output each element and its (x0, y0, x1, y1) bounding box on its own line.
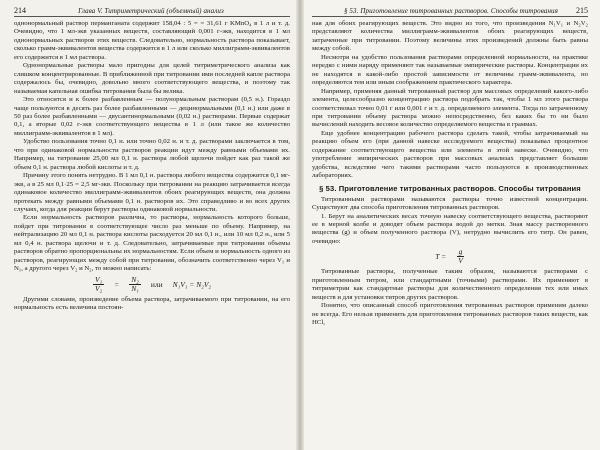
section-heading: § 53. Приготовление титрованных растворов. Способы титрования (319, 183, 581, 193)
titer-lhs: T = (435, 252, 447, 262)
left-running-title: Глава V. Титриметрический (объемный) анализ (78, 7, 224, 15)
book-gutter (296, 0, 304, 450)
right-paragraph: Например, применяя данный титрованный раствор для массовых определений какого-либо элемента, целесообразно концентрацию раствора подобрать так, чтобы 1 мл этого раствора соответствовал точно 0,01 г или 0,001 г и т. д. определяемого элемента. Тогда по затраченному при титровании объему раствора можно непосредственно, без каких бы то ни было вычислений находить весовое количество определяемого вещества в граммах. (312, 87, 588, 129)
fraction-v: $\frac{\text{V₁}}{\text{V₂}}$ (94, 274, 103, 293)
right-paragraph: 1. Берут на аналитических весах точную навеску соответствующего вещества, растворяют ее в мерной колбе и доводят объем раствора водой до метки. Зная массу растворенного вещества (g) и объем полученного раствора (V), нетрудно вычислить его титр. Он равен, очевидно: (312, 212, 588, 245)
left-paragraph: Другими словами, произведение объема раствора, затрачиваемого при титровании, на его нормальность есть величина постоян- (14, 295, 290, 312)
right-paragraph: Несмотря на удобство пользования растворами определенной нормальности, на практике нередко с ними наряду применяют так называемые эмпирические растворы. Концентрации их не находятся в какой-либо простой зависимости от величины грамм-эквивалента, но определяются тем или иным соображением практического характера. (312, 53, 588, 87)
titer-fraction: $\frac{g}{V}$ (458, 247, 463, 266)
right-page (300, 0, 600, 450)
right-page-number: 215 (575, 6, 588, 15)
right-paragraph: Титрованные растворы, полученные таким образом, называются растворами с приготовленным титром, или стандартными (точными) растворами. Их применяют в титриметрии как стандартные растворы для количественного определения тех или иных веществ и для установки титров других растворов. (312, 268, 588, 301)
right-paragraph: Понятно, что описанный способ приготовления титрованных растворов применим далеко не всегда. Его нельзя применить для приготовления титрованных растворов таких веществ, как HCl, (312, 302, 588, 327)
left-paragraph: Однонормальные растворы мало пригодны для целей титриметрического анализа как слишком концентрированные. В приближенной при титровании ими последней капле раствора содержалось бы, очевидно, довольно много соответствующего вещества, и поэтому так называемая капельная ошибка титрования была бы велика. (14, 62, 290, 95)
left-paragraph: Если нормальность растворов различна, то растворы, нормальность которого больше, пойдет при титровании в соответствующее число раз меньше по объему. Например, на нейтрализацию 20 мл 0,1 н. раствора кислоты расходуется 20 мл 0,1 н., или 10 мл 0,2 н., или 5 мл 0,4 н. раствора щелочи и т. д. Следовательно, затрачиваемые при титровании объемы растворов обратно пропорциональны их нормальностям. Если объем и нормальность одного из растворов, реагирующих между собой при титровании, обозначить соответственно через V₁ и N₁, а другого через V₂ и N₂, то можно написать: (14, 214, 290, 273)
left-page-number: 214 (14, 6, 26, 15)
right-running-title: § 53. Приготовление титрованных растворов. Способы титрования (343, 7, 559, 15)
equation-product: N₁V₁ = N₂V₂ (172, 279, 212, 289)
proportion-equation: $\frac{\text{V₁}}{\text{V₂}}$ = $\frac{\text{N₂}}{\text{N₁}}$ или N₁V₁ = N₂V₂ (94, 274, 212, 293)
left-paragraph: Причину этого понять нетрудно. В 1 мл 0,1 н. раствора любого вещества содержится 0,1 мг-экв, а в 25 мл 0,1·25 = 2,5 мг-экв. Поскольку при титровании на реакцию затрачивается всегда одинаковое количество миллиграмм-эквивалентов обоих реагирующих веществ, она должна протекать между равными объемами 0,1 н. растворов их. Это справедливо и во всех других случаях, когда для реакции берут растворы одинаковой нормальности. (14, 172, 290, 213)
left-paragraph: однонормальный раствор перманганата содержит 158,04 : 5 = = 31,61 г KMnO₄ в 1 л и т. д. Очевидно, что 1 мл-экв указанных веществ, составляющий 0,001 г-экв, находится в 1 мл однонормальных растворов этих веществ. Следовательно, нормальность раствора показывает, сколько грамм-эквивалентов вещества содержится в 1 л или сколько миллиграмм-эквивалентов его содержится в 1 мл раствора. (14, 20, 290, 61)
right-paragraph: Еще удобнее концентрацию рабочего раствора сделать такой, чтобы затрачиваемый на реакцию объем его (при данной навеске исследуемого вещества) показывал процентное содержание соответствующего вещества или элемента в этой навеске. Очевидно, что употребление эмпирических растворов при массовых анализах представляет большие удобства, вследствие чего такими растворами часто пользуются в производственных лабораториях. (312, 129, 588, 180)
right-paragraph: Титрованными растворами называются растворы точно известной концентрации. Существуют два способа приготовления титрованных растворов. (312, 195, 588, 212)
equation-or: или (150, 279, 163, 289)
left-paragraph: Удобство пользования точно 0,1 н. или точно 0,02 н. и т. д. растворами заключается в том, что при одинаковой нормальности растворов реакции идут между равными объемами их. Например, на титрование 25,00 мл 0,1 н. раствора любой щелочи пойдет как раз такой же объем 0,1 н. раствора любой кислоты и т. д. (14, 138, 290, 171)
left-running-head (14, 6, 290, 17)
fraction-n: $\frac{\text{N₂}}{\text{N₁}}$ (131, 274, 139, 293)
right-paragraph: ная для обоих реагирующих веществ. Это видно из того, что произведения N₁V₁ и N₂V₂ представляют количества миллиграмм-эквивалентов обоих реагирующих веществ, затраченные при титровании. Поэтому величины этих произведений должны быть равны между собой. (312, 20, 588, 53)
titer-formula (312, 248, 588, 265)
right-running-head (312, 6, 588, 17)
left-paragraph: Это относится и к более разбавленным — полунормальным растворам (0,5 н.). Гораздо чаще пользуются в десять раз более разбавленными — децинормальными (0,1 н.) или даже в 50 раз более разбавленными — двусантинормальными (0,02 н.) растворами. Первые содержат 0,1, а вторые 0,02 г-экв соответствующего вещества в 1 л (или такое же количество миллиграмм-эквивалентов в 1 мл). (14, 96, 290, 137)
